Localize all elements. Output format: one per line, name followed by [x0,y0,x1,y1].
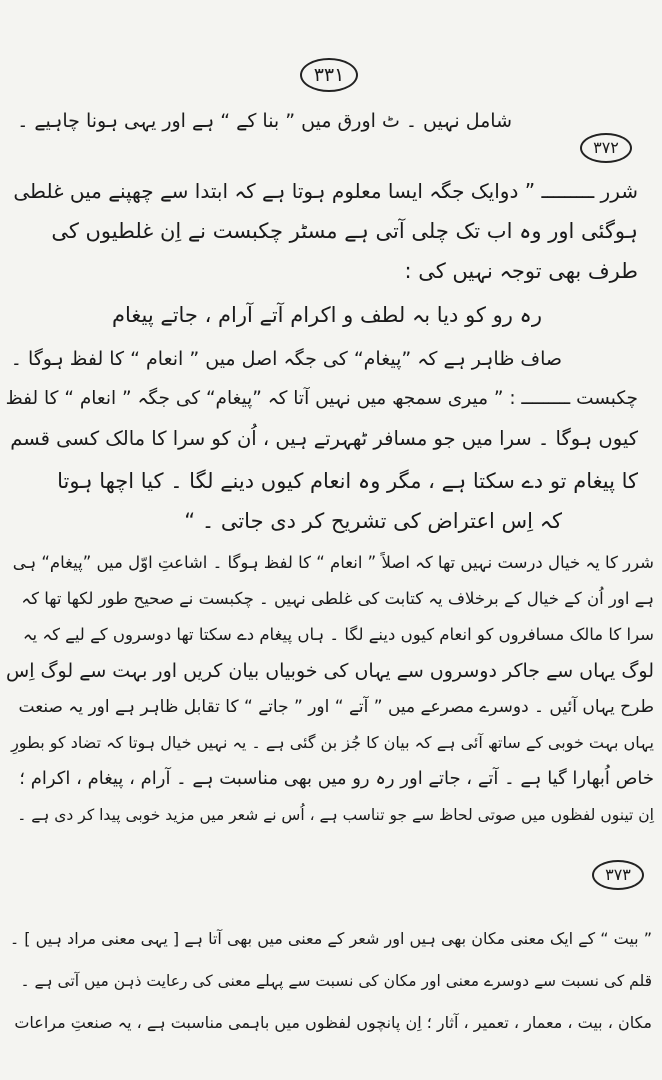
text-line: کیوں ہوگا ۔ سرا میں جو مسافر ٹھہرتے ہیں ، اُن کو سرا کا مالک کسی قسم [10,427,638,450]
text-line: لوگ یہاں سے جاکر دوسروں سے یہاں کی خوبیاں بیان کریں اور بہت سے لوگ اِس [6,660,654,682]
text-line: مکان ، بیت ، معمار ، تعمیر ، آثار ؛ اِن پانچوں لفظوں میں باہمی مناسبت ہے ، یہ صنعتِ مراعات [14,1013,652,1032]
text-line: شرر ـــــــــ ” دوایک جگہ ایسا معلوم ہوتا ہے کہ ابتدا سے چھپنے میں غلطی [13,179,638,203]
page-number: ۳۳۱ [300,58,358,92]
text-line: ” بیت “ کے ایک معنی مکان بھی ہیں اور شعر کے معنی میں بھی آتا ہے [ یہی معنی مراد ہیں ] ۔ [9,929,652,948]
text-line: قلم کی نسبت سے دوسرے معنی اور مکان کی نسبت سے پہلے معنی کی رعایت ذہن میں آتی ہے ۔ [20,972,652,990]
text-line: یہاں بہت خوبی کے ساتھ آئی ہے کہ بیان کا جُز بن گئی ہے ۔ یہ نہیں خیال ہوتا کہ تضاد کو بطورِ [11,733,654,752]
text-line: طرح یہاں آئیں ۔ دوسرے مصرعے میں ” آتے “ اور ” جاتے “ کا تقابل ظاہر ہے اور یہ صنعت [18,697,654,717]
text-line: طرف بھی توجہ نہیں کی : [404,259,638,283]
text-line: سرا کا مالک مسافروں کو انعام کیوں دینے لگا ۔ ہاں پیغام دے سکتا تھا دوسروں کے لیے کہ یہ [22,625,654,644]
text-line: اِن تینوں لفظوں میں صوتی لحاظ سے جو تناسب ہے ، اُس نے شعر میں مزید خوبی پیدا کر دی ہے ۔ [17,806,654,824]
note-number: ۳۷۲ [580,133,632,163]
note-number: ۳۷۳ [592,860,644,890]
poem-verse: رہ رو کو دیا بہ لطف و اکرام آتے آرام ، جاتے پیغام [112,303,542,327]
text-line: ہے اور اُن کے خیال کے برخلاف یہ کتابت کی غلطی نہیں ۔ چکبست نے صحیح طور لکھا تھا کہ [21,589,654,608]
text-line: خاص اُبھارا گیا ہے ۔ آتے ، جاتے اور رہ رو میں بھی مناسبت ہے ۔ آرام ، پیغام ، اکرام ؛ [19,768,654,789]
text-line: کا پیغام تو دے سکتا ہے ، مگر وہ انعام کیوں دینے لگا ۔ کیا اچھا ہوتا [57,469,638,493]
text-line: صاف ظاہر ہے کہ ”پیغام“ کی جگہ اصل میں ” انعام “ کا لفظ ہوگا ۔ [10,348,562,370]
text-line: شامل نہیں ۔ ٹ اورق میں ” بنا کے “ ہے اور یہی ہونا چاہیے ۔ [17,110,512,132]
text-line: شرر کا یہ خیال درست نہیں تھا کہ اصلاً ” انعام “ کا لفظ ہوگا ۔ اشاعتِ اوّل میں ”پیغام“ ہی [12,553,654,572]
text-line: ہوگئی اور وہ اب تک چلی آتی ہے مسٹر چکبست نے اِن غلطیوں کی [51,219,638,243]
text-line: کہ اِس اعتراض کی تشریح کر دی جاتی ۔ “ [184,509,562,533]
text-line: چکبست ـــــــــ : ” میری سمجھ میں نہیں آتا کہ ”پیغام“ کی جگہ ” انعام “ کا لفظ [5,388,638,409]
